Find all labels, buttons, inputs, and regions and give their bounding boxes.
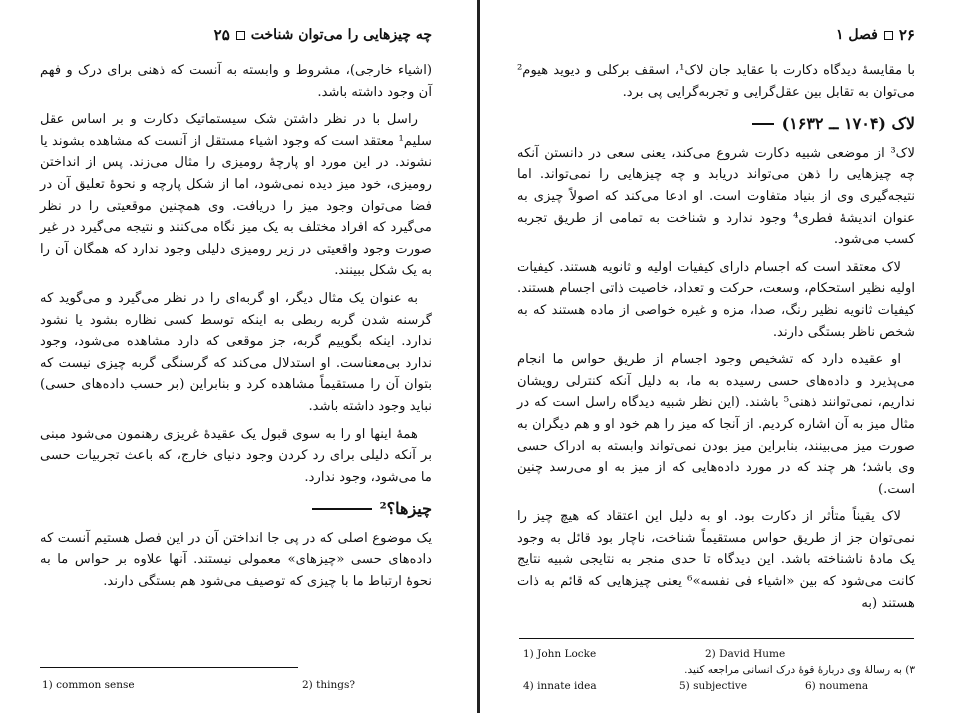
- paragraph: لاک یقیناً متأثر از دکارت بود. او به دلیل این اعتقاد که هیچ چیز را نمی‌توان جز از طریق حواس مستقیماً شناخت، ناچار بود قائل به وجود یک مادهٔ ناشناخته باشد. این دیدگاه تا حدی منجر به نتایجی شبیه نتایج کانت می‌شود که بین «اشیاء فی نفسه»⁶ یعنی چیزهایی که قائم به ذات هستند (به: [517, 509, 915, 611]
- paragraph: به عنوان یک مثال دیگر، او گربه‌ای را در نظر می‌گیرد و می‌گوید که گرسنه شدن گربه ربطی به اینکه توسط کسی نظاره بشود یا نشود ندارد. اینکه بگوییم گربه، جز موقعی که دارد مشاهده می‌شود، وجود ندارد بی‌معناست. او استدلال می‌کند که گرسنگی گربه چیزی نیست که بتوان آن را مستقیماً مشاهده کرد و بنابراین (بر حسب داده‌های حسی) نباید وجود داشته باشد.: [40, 290, 432, 414]
- left-page-header: [214, 26, 432, 44]
- paragraph: لاک معتقد است که اجسام دارای کیفیات اولیه و ثانویه هستند. کیفیات اولیه نظیر استحکام، وسعت، حرکت و تعداد، خاصیت ذاتی اجسام هستند. کیفیات ثانویه نظیر رنگ، صدا، مزه و غیره خواصی از ماده هستند که به شخص ناظر بستگی دارند.: [517, 259, 915, 340]
- right-header-title: فصل ۱: [836, 27, 878, 43]
- footnote-6: 6) noumena: [805, 680, 869, 692]
- footnote-1: 1) common sense: [42, 679, 135, 691]
- right-page-body: [517, 60, 915, 620]
- paragraph: راسل با در نظر داشتن شک سیستماتیک دکارت و بر اساس عقل سلیم¹ معتقد است که وجود اشیاء مستقل از آنست که مشاهده بشوند یا نشوند. در این مورد او پارچهٔ رومیزی را مثال می‌زند. پس از انداختن رومیزی، خود میز دیده نمی‌شود، اما از شکل پارچه و نحوهٔ تعلیق آن در فضا می‌توان وجود میز را دریافت. وی همچنین موقعیتی را در نظر می‌گیرد که افراد مختلف به یک میز نگاه می‌کنند و نتیجه می‌گیرد در غیر صورت وجود واقعیتی در زیر رومیزی دلیلی وجود ندارد که همگان آن را به یک شکل ببینند.: [40, 112, 432, 279]
- left-header-title: چه چیزهایی را می‌توان شناخت: [250, 27, 432, 43]
- left-page-body: [40, 60, 432, 599]
- footnote-divider: [519, 638, 914, 639]
- left-page: [0, 0, 478, 713]
- section-heading-things: [40, 498, 432, 520]
- footnote-5: 5) subjective: [679, 680, 748, 692]
- heading-rule: [312, 508, 372, 510]
- left-page-number: ۲۵: [213, 26, 230, 44]
- footnote-divider: [40, 667, 298, 668]
- section-heading-text: چیزها؟²: [379, 499, 432, 519]
- footnote-3: ۳) به رسالهٔ وی دربارهٔ قوهٔ درک انسانی مراجعه کنید.: [684, 664, 915, 676]
- paragraph: (اشیاء خارجی)، مشروط و وابسته به آنست که ذهنی برای درک و فهم آن وجود داشته باشد.: [40, 63, 432, 100]
- paragraph: با مقایسهٔ دیدگاه دکارت با عقاید جان لاک¹، اسقف برکلی و دیوید هیوم² می‌توان به تقابل بین عقل‌گرایی و تجربه‌گرایی پی برد.: [517, 63, 916, 100]
- header-box-icon: [884, 31, 893, 40]
- paragraph: یک موضوع اصلی که در پی جا انداختن آن در این فصل هستیم آنست که داده‌های حسی «چیزهای» معمولی نیستند. آنها علاوه بر حواس ما به نحوهٔ ارتباط ما با چیزی که توصیف می‌شود هم بستگی دارند.: [40, 530, 432, 590]
- paragraph: همهٔ اینها او را به سوی قبول یک عقیدهٔ غریزی رهنمون می‌شود مبنی بر آنکه دلیلی برای رد کردن وجود دنیای خارج، که باعث تجربیات حسی ما می‌شود، وجود ندارد.: [40, 426, 432, 485]
- header-box-icon: [236, 31, 245, 40]
- footnote-2: 2) things?: [302, 679, 355, 691]
- footnote-1: 1) John Locke: [523, 648, 597, 660]
- section-heading-locke: [517, 113, 915, 135]
- paragraph: او عقیده دارد که تشخیص وجود اجسام از طریق حواس ما انجام می‌پذیرد و داده‌های حسی رسیده به ما، به دلیل آنکه کنترلی رویشان نداریم، نمی‌توانند ذهنی⁵ باشند. (این نظر شبیه دیدگاه راسل است که در مثال میز به آن اشاره کردیم. از آنجا که میز را هم خود او و هم دیگران به صورت میز می‌بینند، بنابراین میز بودن نمی‌تواند وابسته به ادراک حسی وی باشد؛ هر چند که در مورد داده‌هایی که از میز به او می‌رسد چنین است.): [517, 352, 916, 497]
- heading-rule: [752, 123, 774, 125]
- section-heading-text: لاک (۱۷۰۴ ــ ۱۶۳۲): [781, 114, 915, 134]
- right-page-header: [836, 26, 915, 44]
- paragraph: لاک³ از موضعی شبیه دکارت شروع می‌کند، یعنی سعی در دانستن آنکه چه چیزهایی را ذهن می‌تواند دریابد و چه چیزهایی را نمی‌تواند. اما نتیجه‌گیری وی از بنیاد متفاوت است. او ادعا می‌کند که اصولاً چیزی به عنوان اندیشهٔ فطری⁴ وجود ندارد و شناخت به تمامی از طریق تجربه کسب می‌شود.: [517, 145, 915, 248]
- right-page-number: ۲۶: [898, 26, 915, 44]
- right-page: [479, 0, 957, 713]
- footnote-2: 2) David Hume: [705, 648, 786, 660]
- footnote-4: 4) innate idea: [523, 680, 597, 692]
